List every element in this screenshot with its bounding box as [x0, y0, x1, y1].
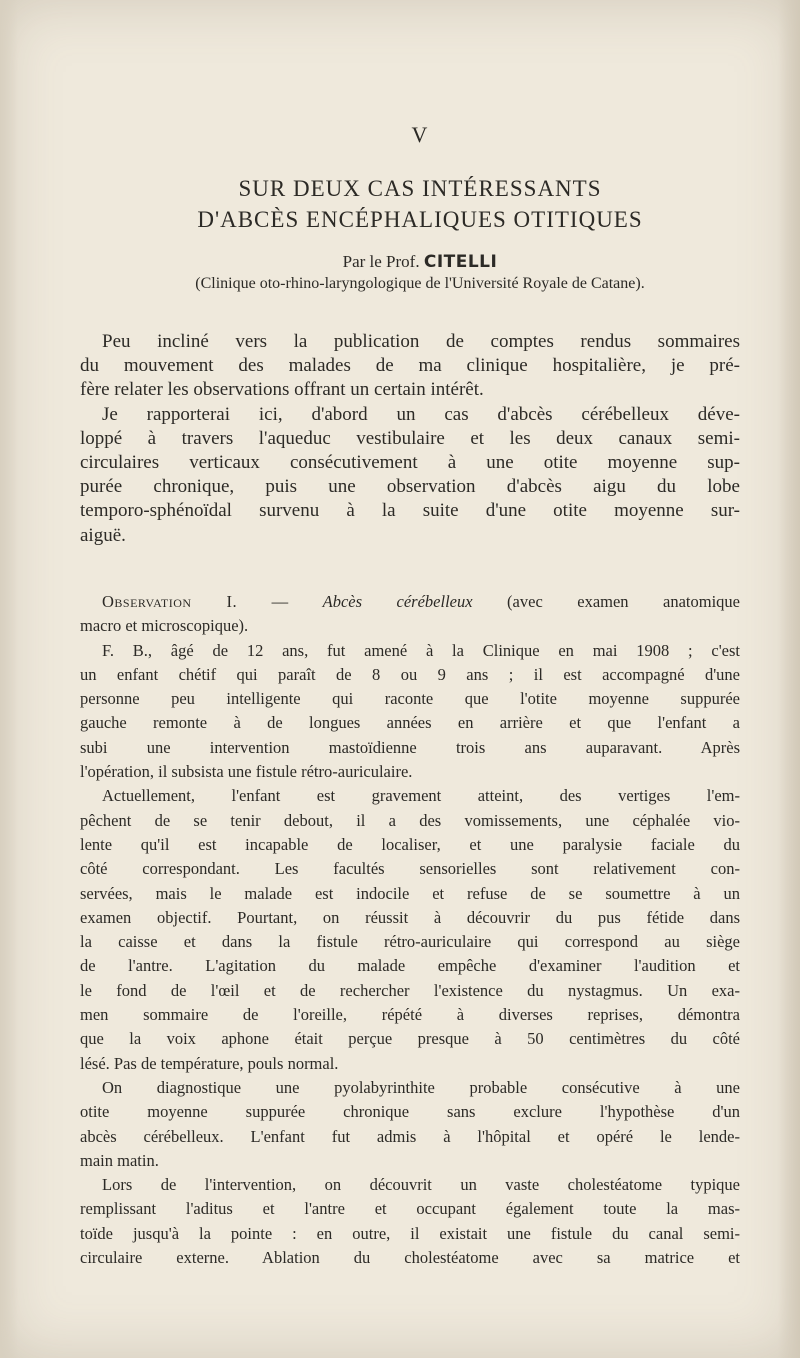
observation-line: que la voix aphone était perçue presque à 50 centimètres du côté	[80, 1029, 740, 1049]
observation-line: men sommaire de l'oreille, répété à diverses reprises, démontra	[80, 1005, 740, 1025]
observation-heading	[80, 590, 740, 614]
observation-line: main matin.	[80, 1150, 159, 1170]
intro-line: aiguë.	[80, 524, 126, 546]
intro-line: circulaires verticaux consécutivement à une otite moyenne sup-	[80, 452, 740, 474]
observation-line: F. B., âgé de 12 ans, fut amené à la Clinique en mai 1908 ; c'est	[102, 640, 740, 660]
observation-label: Observation I.	[102, 592, 238, 611]
observation-line: côté correspondant. Les facultés sensorielles sont relativement con-	[80, 859, 740, 879]
intro-line: du mouvement des malades de ma clinique hospitalière, je pré-	[80, 355, 740, 377]
article-title-line-1: SUR DEUX CAS INTÉRESSANTS	[238, 176, 602, 201]
observation-line: On diagnostique une pyolabyrinthite probable consécutive à une	[102, 1077, 740, 1097]
observation-line: subi une intervention mastoïdienne trois ans auparavant. Après	[80, 737, 740, 757]
observation-title: Abcès cérébelleux	[322, 592, 473, 611]
observation-line: macro et microscopique).	[80, 616, 249, 636]
observation-line: le fond de l'œil et de rechercher l'existence du nystagmus. Un exa-	[80, 980, 740, 1000]
observation-line: servées, mais le malade est indocile et refuse de se soumettre à un	[80, 883, 740, 903]
observation-line: Actuellement, l'enfant est gravement atteint, des vertiges l'em-	[102, 786, 740, 806]
intro-paragraphs	[80, 330, 740, 548]
observation-line: personne peu intelligente qui raconte que l'otite moyenne suppurée	[80, 689, 740, 709]
observation-line: remplissant l'aditus et l'antre et occupant également toute la mas-	[80, 1199, 740, 1219]
byline	[0, 252, 800, 272]
observation-line: gauche remonte à de longues années en arrière et que l'enfant a	[80, 713, 740, 733]
observation-line: Lors de l'intervention, on découvrit un vaste cholestéatome typique	[102, 1175, 740, 1195]
intro-line: loppé à travers l'aqueduc vestibulaire et les deux canaux semi-	[80, 427, 740, 449]
observation-line: lente qu'il est incapable de localiser, et une paralysie faciale du	[80, 834, 740, 854]
observation-dash: —	[237, 592, 323, 611]
observation-section	[80, 590, 740, 1270]
observation-line: abcès cérébelleux. L'enfant fut admis à l'hôpital et opéré le lende-	[80, 1126, 740, 1146]
observation-line: circulaire externe. Ablation du cholestéatome avec sa matrice et	[80, 1248, 740, 1268]
observation-line: toïde jusqu'à la pointe : en outre, il existait une fistule du canal semi-	[80, 1223, 740, 1243]
byline-prefix: Par le Prof.	[342, 252, 420, 271]
intro-line: fère relater les observations offrant un certain intérêt.	[80, 379, 484, 401]
page-edge-shadow-right	[778, 0, 800, 1358]
page-edge-shadow-left	[0, 0, 18, 1358]
observation-line: l'opération, il subsista une fistule rétro-auriculaire.	[80, 762, 413, 782]
intro-line: Je rapporterai ici, d'abord un cas d'abcès cérébelleux déve-	[102, 403, 740, 425]
intro-line: Peu incliné vers la publication de comptes rendus sommaires	[102, 331, 740, 352]
chapter-number: V	[411, 122, 429, 147]
observation-line: otite moyenne suppurée chronique sans exclure l'hypothèse d'un	[80, 1102, 740, 1122]
observation-line: pêchent de se tenir debout, il a des vomissements, une céphalée vio-	[80, 810, 740, 830]
observation-title-rest: (avec examen anatomique	[472, 592, 740, 611]
observation-line: de l'antre. L'agitation du malade empêche d'examiner l'audition et	[80, 956, 740, 976]
intro-line: purée chronique, puis une observation d'abcès aigu du lobe	[80, 476, 740, 498]
author-affiliation: (Clinique oto-rhino-laryngologique de l'Université Royale de Catane).	[195, 275, 645, 292]
observation-line: la caisse et dans la fistule rétro-auriculaire qui correspond au siège	[80, 932, 740, 952]
intro-line: temporo-sphénoïdal survenu à la suite d'une otite moyenne sur-	[80, 500, 740, 522]
observation-line: un enfant chétif qui paraît de 8 ou 9 ans ; il est accompagné d'une	[80, 664, 740, 684]
author-name: CITELLI	[423, 252, 498, 272]
article-title-line-2: D'ABCÈS ENCÉPHALIQUES OTITIQUES	[197, 207, 643, 232]
observation-line: examen objectif. Pourtant, on réussit à découvrir du pus fétide dans	[80, 907, 740, 927]
observation-line: lésé. Pas de température, pouls normal.	[80, 1053, 339, 1073]
